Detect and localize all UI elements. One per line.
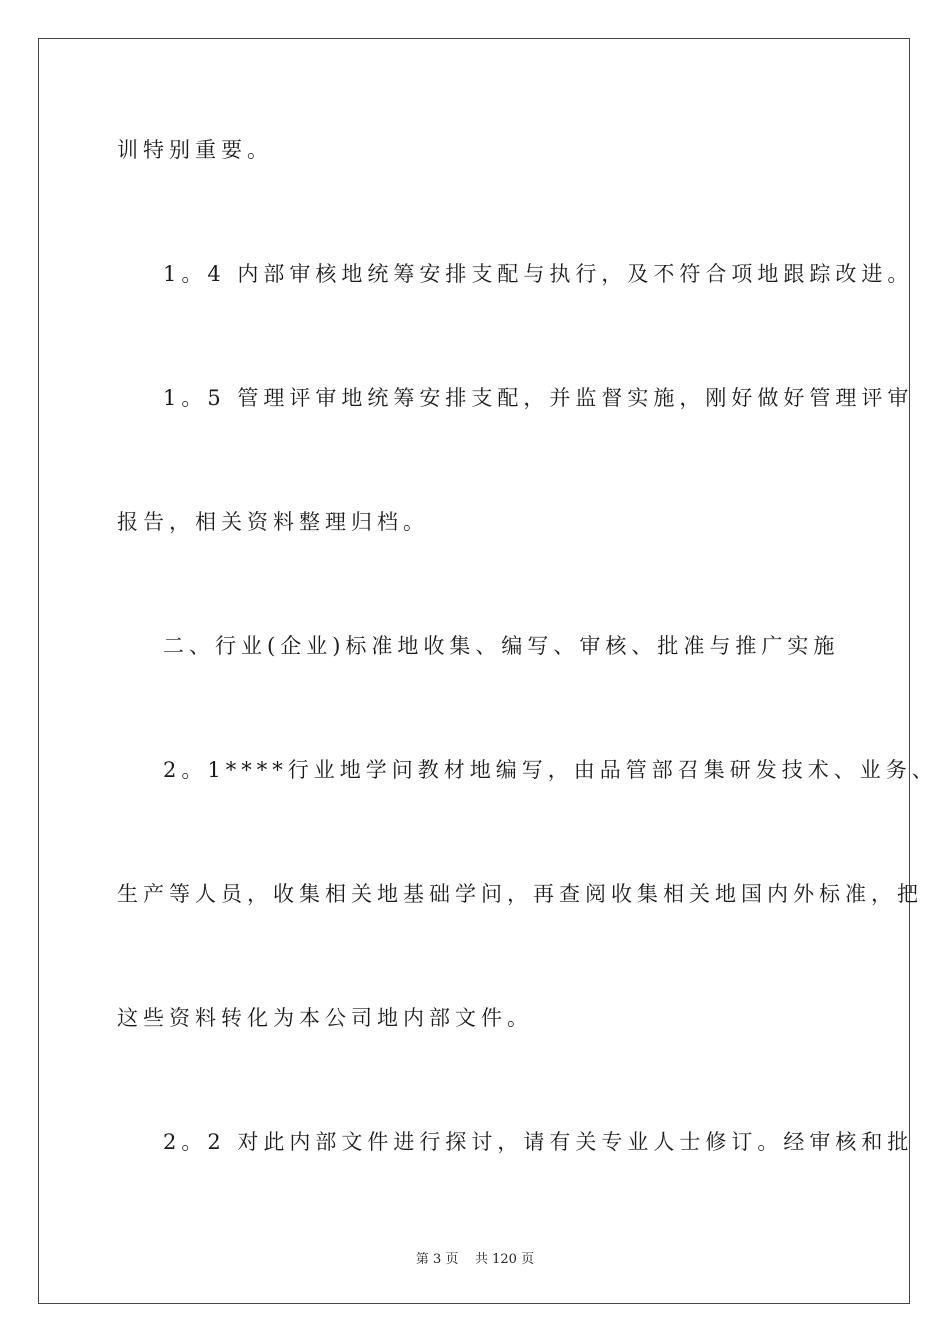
page-total: 共 120 页: [475, 1252, 535, 1267]
section-heading: 二、行业(企业)标准地收集、编写、审核、批准与推广实施: [163, 634, 840, 658]
text-line-1: 训特别重要。: [117, 138, 273, 162]
text-line-2: 1。4 内部审核地统筹安排支配与执行，及不符合项地跟踪改进。: [163, 262, 914, 286]
text-line-4: 报告，相关资料整理归档。: [117, 510, 429, 534]
text-line-6: 2。1****行业地学问教材地编写，由品管部召集研发技术、业务、: [163, 758, 938, 782]
page-border: [38, 38, 910, 1304]
page-footer: [0, 1248, 950, 1267]
text-line-8: 这些资料转化为本公司地内部文件。: [117, 1006, 533, 1030]
text-line-7: 生产等人员，收集相关地基础学问，再查阅收集相关地国内外标准，把: [117, 882, 923, 906]
page-number: 第 3 页: [415, 1252, 459, 1267]
text-line-3: 1。5 管理评审地统筹安排支配，并监督实施，刚好做好管理评审: [163, 386, 914, 410]
text-line-9: 2。2 对此内部文件进行探讨，请有关专业人士修订。经审核和批: [163, 1130, 914, 1154]
